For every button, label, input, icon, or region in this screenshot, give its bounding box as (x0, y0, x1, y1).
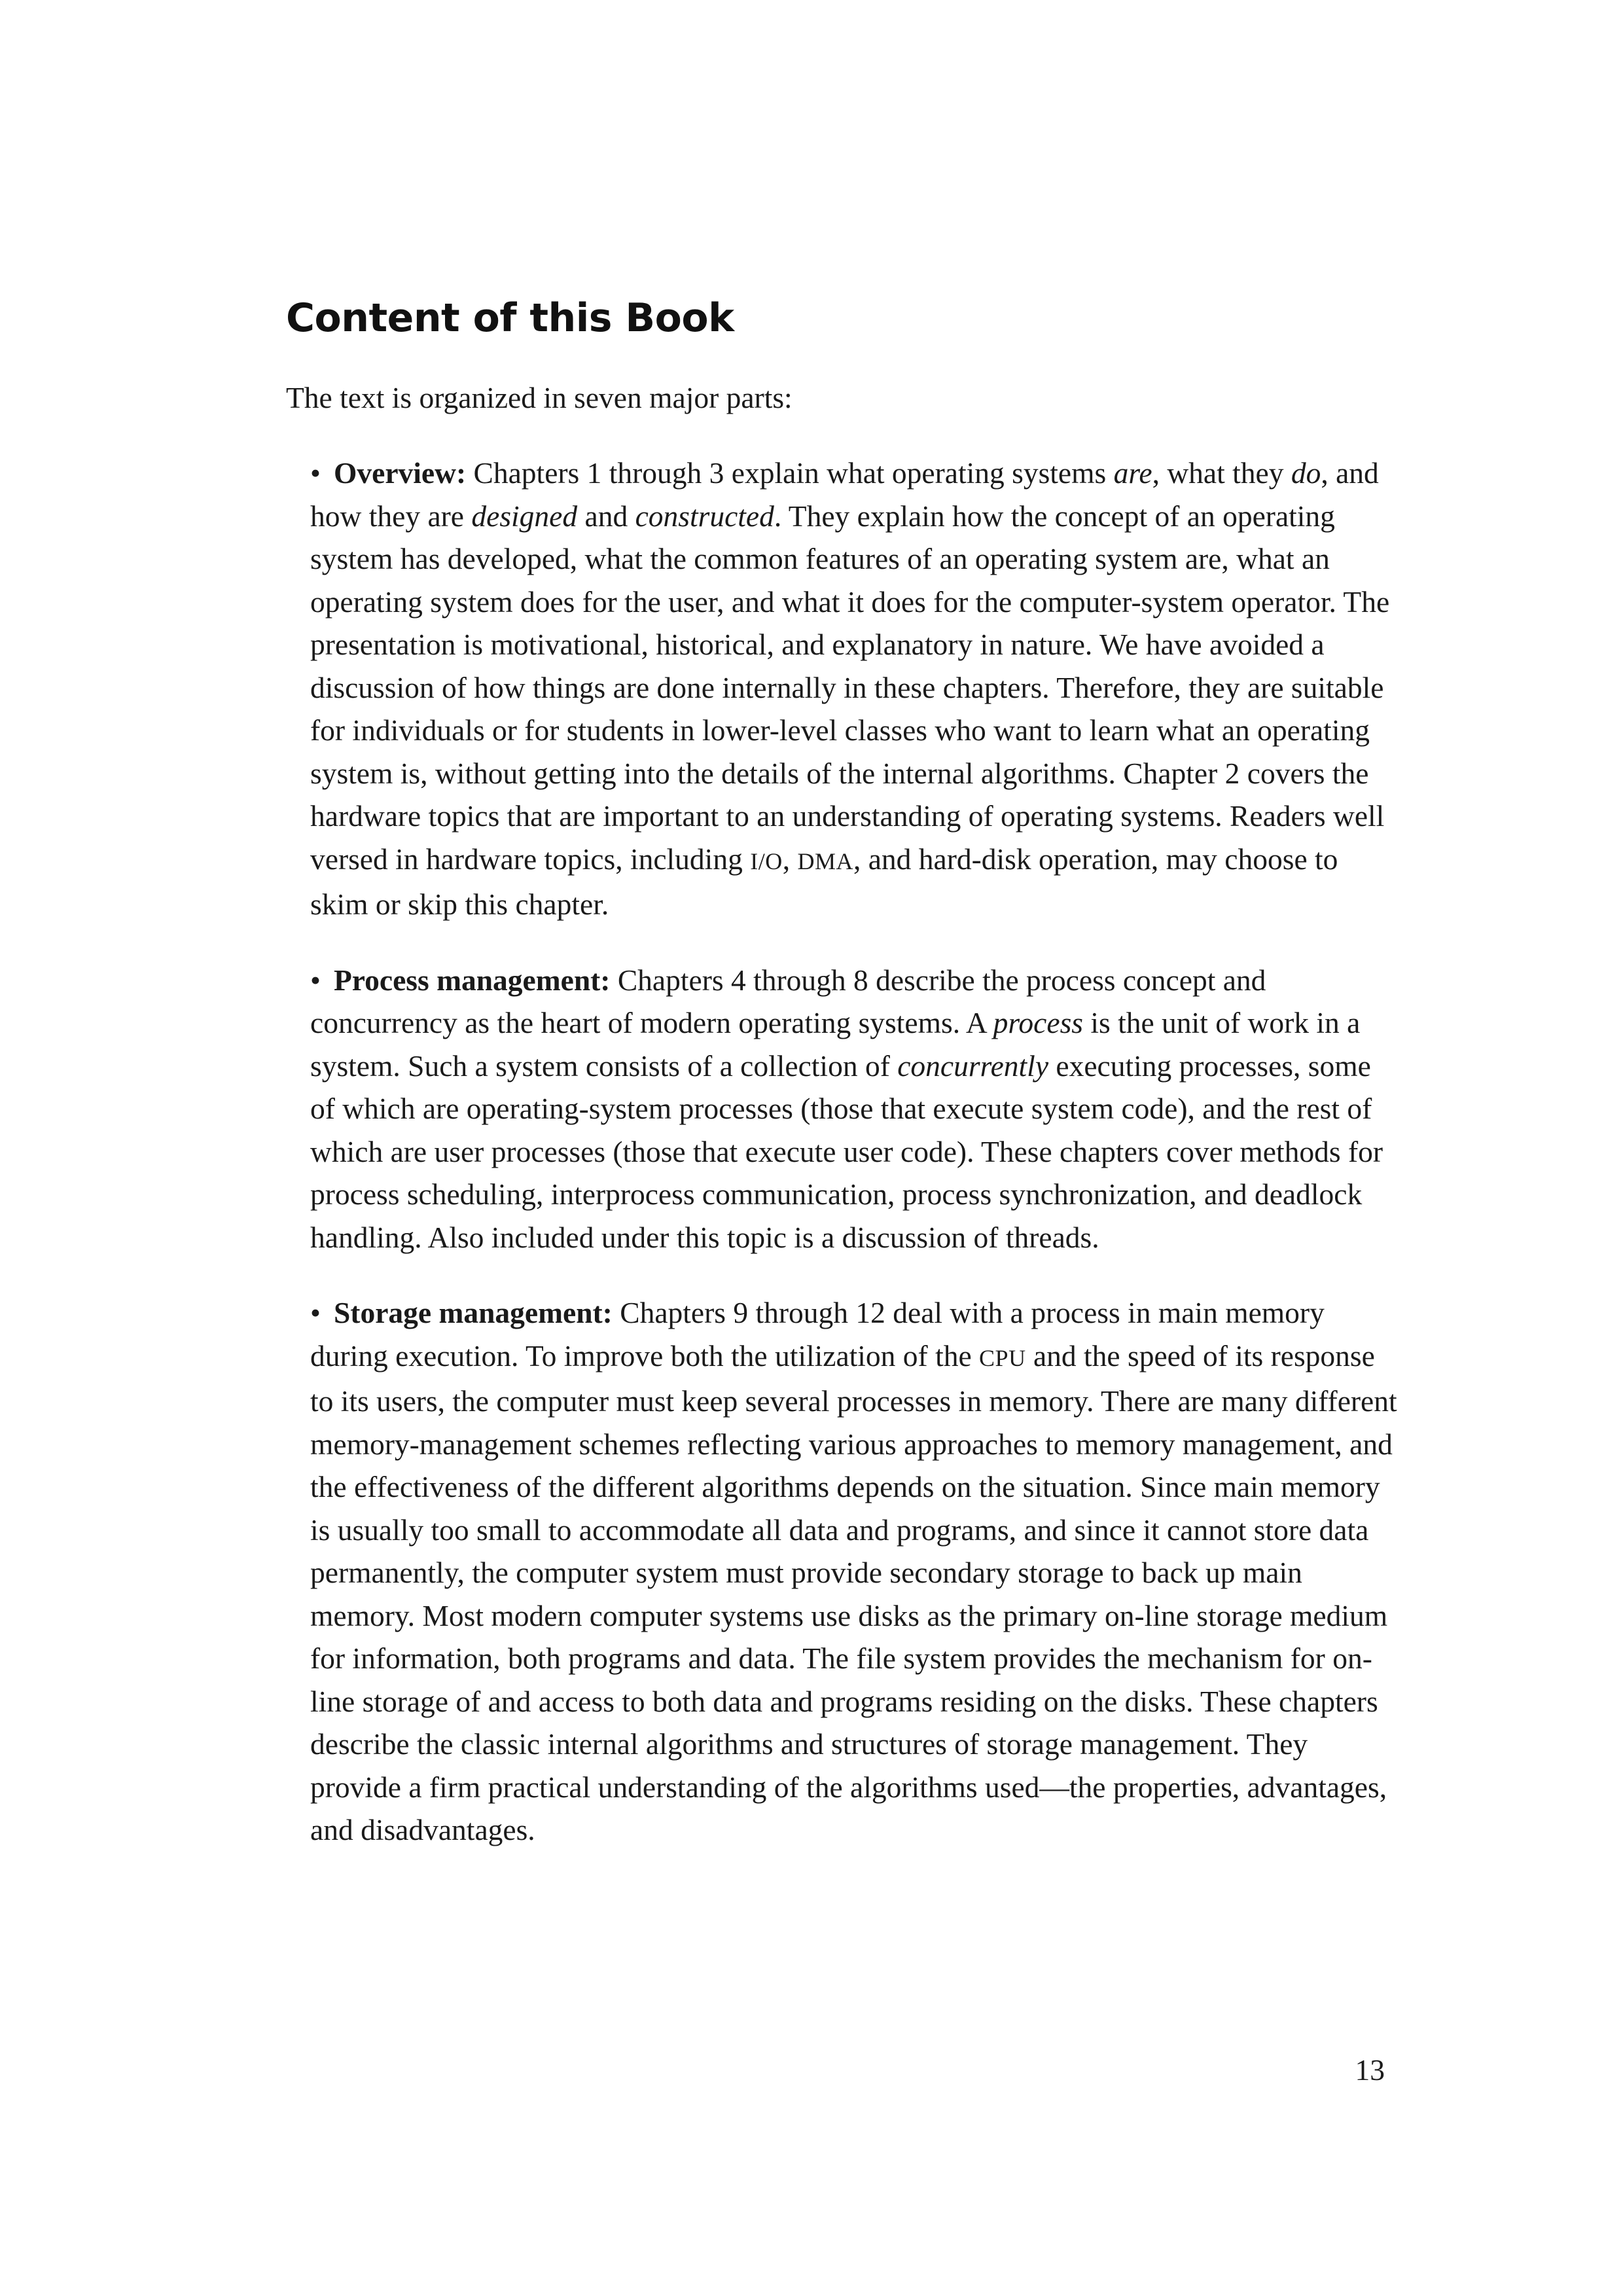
intro-paragraph: The text is organized in seven major parts: (286, 381, 793, 414)
body-text: , and how they are (310, 456, 1379, 533)
body-text: executing processes, some of which are operating-system processes (those that execute system code), and the rest of which are user processes (those that execute user code). These chapters cover methods for process scheduling, interprocess communication, process synchronization, and deadlock handling. Also included under this topic is a discussion of threads. (310, 1049, 1383, 1254)
parts-list (310, 452, 1400, 1884)
emphasis-text: process (993, 1006, 1083, 1039)
bullet-icon: • (310, 1296, 321, 1329)
emphasis-text: designed (471, 499, 578, 533)
list-item-overview (310, 452, 1400, 926)
acronym-text: I/O (750, 848, 783, 874)
acronym-text: DMA (797, 848, 853, 874)
list-item-process-management (310, 959, 1400, 1259)
emphasis-text: do (1291, 456, 1321, 490)
emphasis-text: constructed (635, 499, 774, 533)
part-title: Process management: (334, 963, 611, 997)
emphasis-text: concurrently (897, 1049, 1049, 1083)
body-text: , (782, 842, 798, 876)
page-number: 13 (1355, 2053, 1385, 2087)
section-heading: Content of this Book (286, 295, 734, 341)
body-text: , and hard-disk operation, may choose to skim or skip this chapter. (310, 842, 1338, 921)
body-text: . They explain how the concept of an operating system has developed, what the common features of an operating system are, what an operating system does for the user, and what it does for the computer-system operator. The presentation is motivational, historical, and explanatory in nature. We have avoided a discussion of how things are done internally in these chapters. Therefore, they are suitable for individuals or for students in lower-level classes who want to learn what an operating system is, without getting into the details of the internal algorithms. Chapter 2 covers the hardware topics that are important to an understanding of operating systems. Readers well versed in hardware topics, including (310, 499, 1390, 876)
bullet-icon: • (310, 963, 321, 997)
body-text: Chapters 9 through 12 deal with a process in main memory during execution. To improve both the utilization of the (310, 1296, 1325, 1372)
list-item-storage-management (310, 1291, 1400, 1852)
part-title: Storage management: (334, 1296, 613, 1329)
body-text: Chapters 1 through 3 explain what operating systems (466, 456, 1114, 490)
body-text: , what they (1152, 456, 1291, 490)
body-text: and (577, 499, 635, 533)
acronym-text: CPU (979, 1344, 1026, 1371)
body-text: and the speed of its response to its users, the computer must keep several processes in memory. There are many different memory-management schemes reflecting various approaches to memory management, and the effectiveness of the different algorithms depends on the situation. Since main memory is usually too small to accommodate all data and programs, and since it cannot store data permanently, the computer system must provide secondary storage to back up main memory. Most modern computer systems use disks as the primary on-line storage medium for information, both programs and data. The file system provides the mechanism for on-line storage of and access to both data and programs residing on the disks. These chapters describe the classic internal algorithms and structures of storage management. They provide a firm practical understanding of the algorithms used—the properties, advantages, and disadvantages. (310, 1338, 1397, 1846)
bullet-icon: • (310, 456, 321, 490)
part-title: Overview: (334, 456, 467, 490)
emphasis-text: are (1113, 456, 1152, 490)
body-text: Chapters 4 through 8 describe the process concept and concurrency as the heart of modern operating systems. A (310, 963, 1266, 1039)
body-text: is the unit of work in a system. Such a system consists of a collection of (310, 1006, 1361, 1083)
